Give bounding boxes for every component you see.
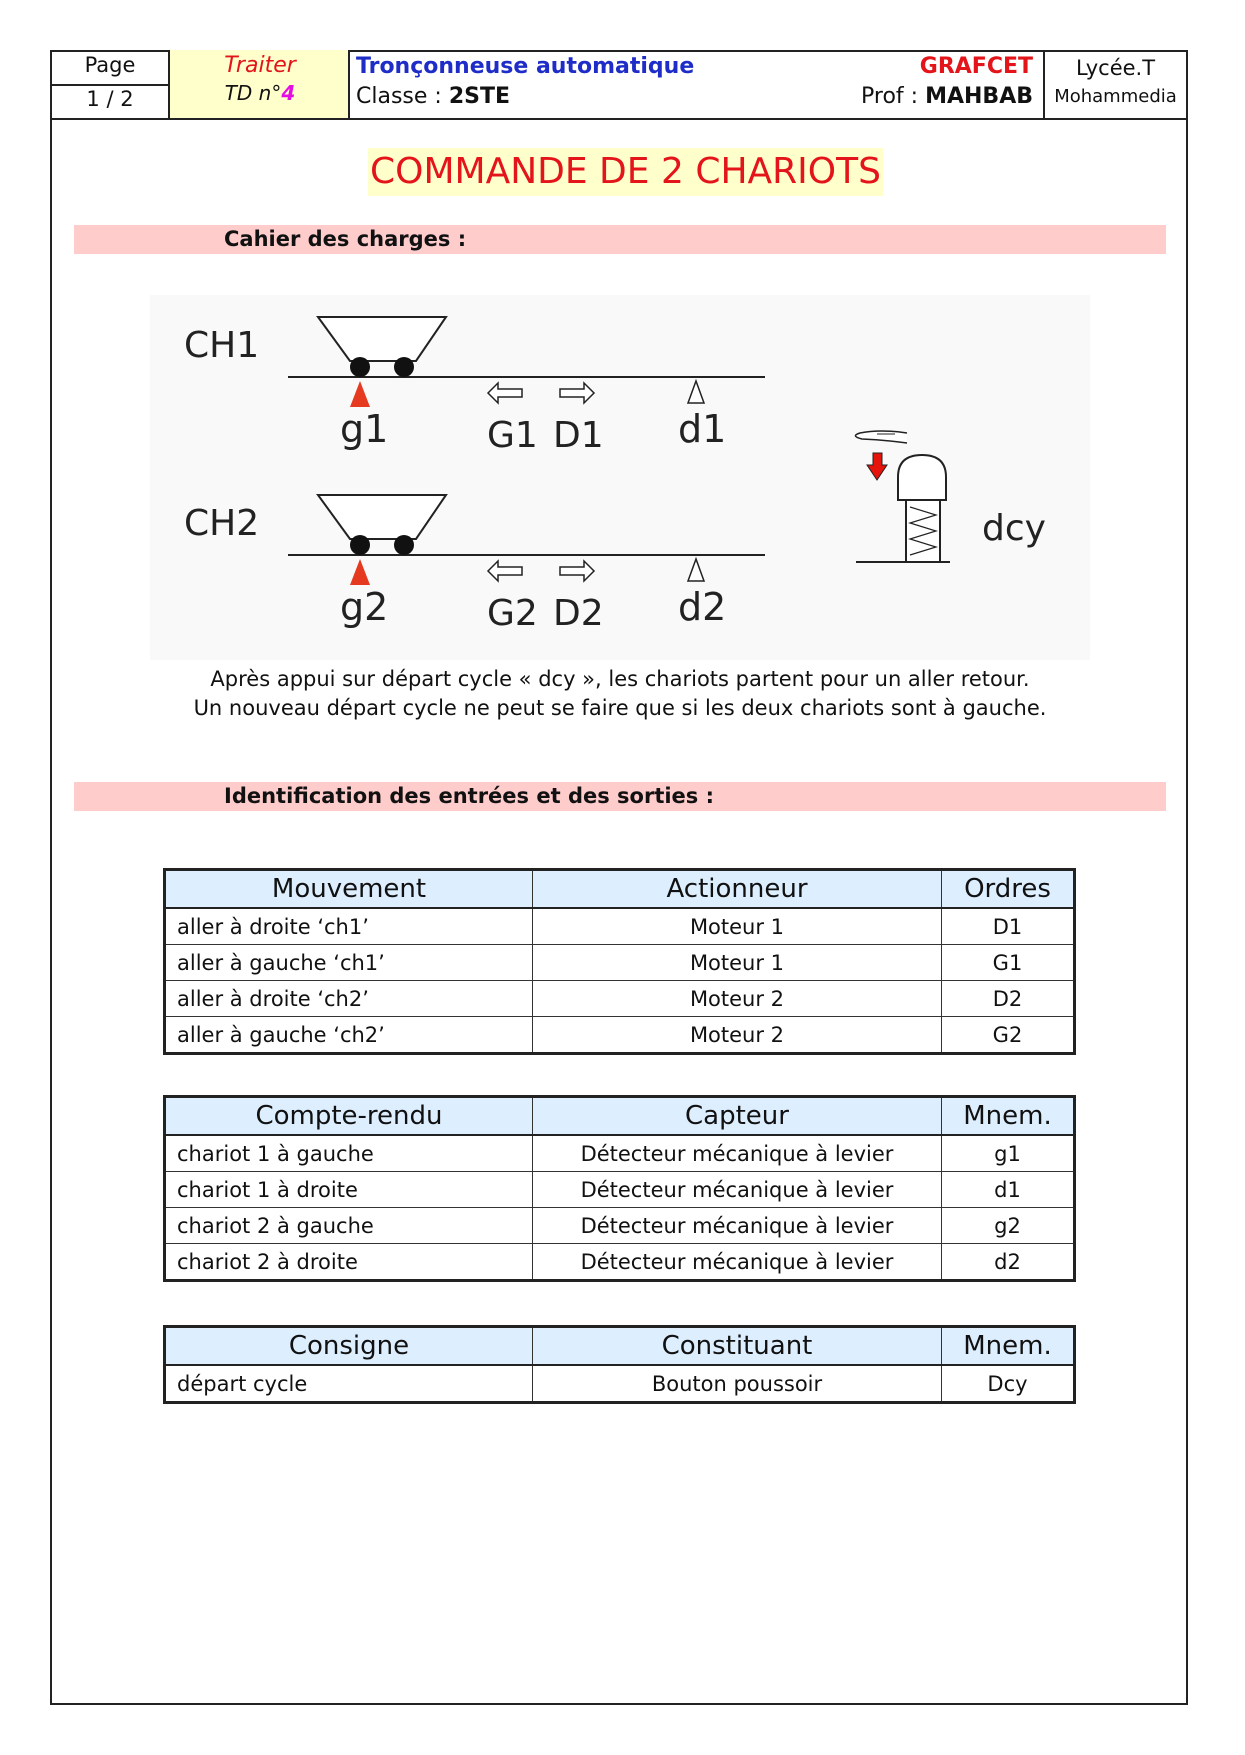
ch2-label: CH2: [184, 503, 260, 544]
td-cell: [170, 50, 350, 118]
school-name: Lycée.T: [1075, 56, 1156, 80]
cell: aller à droite ‘ch1’: [165, 908, 533, 945]
cell: d2: [942, 1244, 1075, 1281]
D2-label: D2: [553, 593, 604, 634]
table-row: [165, 981, 1075, 1017]
topic-label: GRAFCET: [919, 54, 1033, 79]
cell: chariot 2 à gauche: [165, 1208, 533, 1244]
ch1-label: CH1: [184, 325, 260, 366]
table-header: Mnem.: [942, 1097, 1075, 1136]
section-band-identification: [74, 782, 1166, 811]
cell: g1: [942, 1135, 1075, 1172]
cell: D2: [942, 981, 1075, 1017]
cell: Détecteur mécanique à levier: [533, 1244, 942, 1281]
cell: Détecteur mécanique à levier: [533, 1135, 942, 1172]
table-header: Mouvement: [165, 870, 533, 909]
table-header: Consigne: [165, 1327, 533, 1366]
table-consignes: [163, 1325, 1076, 1404]
cell: Moteur 2: [533, 981, 942, 1017]
cell: D1: [942, 908, 1075, 945]
td-number: 4: [281, 81, 296, 105]
cell: chariot 1 à gauche: [165, 1135, 533, 1172]
cell: d1: [942, 1172, 1075, 1208]
table-header-row: [165, 870, 1075, 909]
section-band-cahier: [74, 225, 1166, 254]
cell: Moteur 1: [533, 945, 942, 981]
page-cell: [50, 50, 170, 118]
D1-label: D1: [553, 415, 604, 456]
section-heading-cahier: Cahier des charges :: [224, 227, 467, 251]
table-comptes-rendus: [163, 1095, 1076, 1282]
cell: Moteur 1: [533, 908, 942, 945]
page-label: Page: [84, 53, 136, 77]
d1-label: d1: [678, 407, 727, 451]
table-header: Mnem.: [942, 1327, 1075, 1366]
cell: Dcy: [942, 1365, 1075, 1403]
classe-line: Classe : 2STE: [356, 84, 511, 109]
g2-label: g2: [340, 585, 389, 629]
td-label: TD n°4: [224, 81, 296, 105]
cell: Détecteur mécanique à levier: [533, 1208, 942, 1244]
traiter-label: Traiter: [224, 53, 296, 78]
section-heading-identification: Identification des entrées et des sorties :: [224, 784, 715, 808]
cart-2-wheel: [350, 535, 370, 555]
table-row: [165, 1017, 1075, 1054]
table-row: [165, 1135, 1075, 1172]
table-header: Capteur: [533, 1097, 942, 1136]
cell: Moteur 2: [533, 1017, 942, 1054]
cell: Bouton poussoir: [533, 1365, 942, 1403]
description-line-2: Un nouveau départ cycle ne peut se faire que si les deux chariots sont à gauche.: [193, 696, 1047, 720]
chariots-diagram: [150, 295, 1090, 660]
subject-title: Tronçonneuse automatique: [356, 54, 695, 79]
G2-label: G2: [487, 593, 538, 634]
d2-label: d2: [678, 585, 727, 629]
cell: aller à gauche ‘ch1’: [165, 945, 533, 981]
table-header-row: [165, 1327, 1075, 1366]
table-header: Compte-rendu: [165, 1097, 533, 1136]
table-header: Constituant: [533, 1327, 942, 1366]
cell: G2: [942, 1017, 1075, 1054]
cell: G1: [942, 945, 1075, 981]
cell: départ cycle: [165, 1365, 533, 1403]
cell: g2: [942, 1208, 1075, 1244]
cell: Détecteur mécanique à levier: [533, 1172, 942, 1208]
document-header: [50, 50, 1188, 120]
description-line-1: Après appui sur départ cycle « dcy », les chariots partent pour un aller retour.: [210, 667, 1030, 691]
subject-cell: [350, 50, 1045, 118]
page-number: 1 / 2: [86, 87, 134, 111]
table-header-row: [165, 1097, 1075, 1136]
cart-1-wheel: [350, 357, 370, 377]
table-header: Actionneur: [533, 870, 942, 909]
table-row: [165, 1244, 1075, 1281]
table-row: [165, 908, 1075, 945]
cell: chariot 1 à droite: [165, 1172, 533, 1208]
cell: chariot 2 à droite: [165, 1244, 533, 1281]
G1-label: G1: [487, 415, 538, 456]
table-row: [165, 1172, 1075, 1208]
table-header: Ordres: [942, 870, 1075, 909]
page-title: COMMANDE DE 2 CHARIOTS: [368, 148, 883, 196]
table-row: [165, 945, 1075, 981]
table-row: [165, 1208, 1075, 1244]
school-city: Mohammedia: [1054, 86, 1177, 107]
prof-line: Prof : MAHBAB: [861, 84, 1033, 109]
cell: aller à gauche ‘ch2’: [165, 1017, 533, 1054]
school-cell: [1045, 50, 1186, 118]
cell: aller à droite ‘ch2’: [165, 981, 533, 1017]
cart-2-wheel: [394, 535, 414, 555]
table-row: [165, 1365, 1075, 1403]
table-mouvements: [163, 868, 1076, 1055]
g1-label: g1: [340, 407, 389, 451]
dcy-label: dcy: [982, 508, 1046, 549]
cart-1-wheel: [394, 357, 414, 377]
